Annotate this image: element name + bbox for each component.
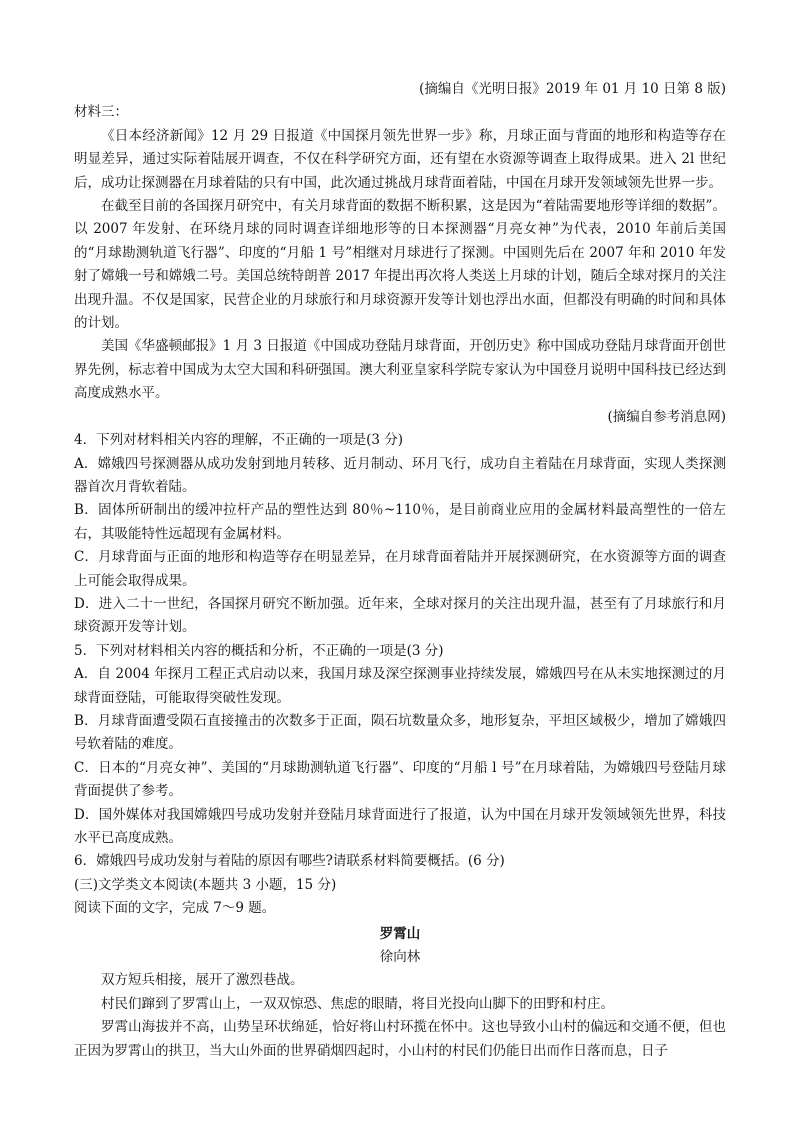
question-4-option-d: D．进入二十一世纪，各国探月研究不断加强。近年来，全球对探月的关注出现升温，甚至有了月球旅行和月球资源开发等计划。 [74,595,726,636]
section-3-instruction: 阅读下面的文字，完成 7～9 题。 [74,900,276,917]
question-5-option-b: B．月球背面遭受陨石直接撞击的次数多于正面，陨石坑数量众多，地形复杂，平坦区域极少，增加了嫦娥四号软着陆的难度。 [74,712,726,753]
section-3-heading: (三)文学类文本阅读(本题共 3 小题，15 分) [74,876,337,893]
material3-paragraph-1: 《日本经济新闻》12 月 29 日报道《中国探月领先世界一步》称，月球正面与背面的地形和构造等存在明显差异，通过实际着陆展开调查，不仅在科学研究方面，还有望在水资源等调查上取得成果。进入 2l 世纪后，成功让探测器在月球着陆的只有中国，此次通过挑战月球背面着陆，中国在月球开发领域领先世界一步。 [74,127,726,191]
material3-heading: 材料三： [74,104,128,121]
question-5-option-c: C．日本的“月亮女神”、美国的“月球勘测轨道飞行器”、印度的“月船 l 号”在月球着陆，为嫦娥四号登陆月球背面提供了参考。 [74,759,726,800]
question-5-option-d: D．国外媒体对我国嫦娥四号成功发射并登陆月球背面进行了报道，认为中国在月球开发领域领先世界，科技水平已高度成熟。 [74,806,726,846]
story-paragraph-2: 村民们蹿到了罗霄山上，一双双惊恐、焦虑的眼睛，将目光投向山脚下的田野和村庄。 [101,995,614,1012]
story-author: 徐向林 [379,949,421,966]
question-5-option-a: A．自 2004 年探月工程正式启动以来，我国月球及深空探测事业持续发展，嫦娥四号在从未实地探测过的月球背面登陆，可能取得突破性发现。 [74,666,726,706]
source-citation-guangming: (摘编自《光明日报》2019 年 01 月 10 日第 8 版) [419,81,726,97]
material3-paragraph-3: 美国《华盛顿邮报》1 月 3 日报道《中国成功登陆月球背面，开创历史》称中国成功登陆月球背面开创世界先例，标志着中国成为太空大国和科研强国。澳大利亚皇家科学院专家认为中国登月说明中国科技已经达到高度成熟水平。 [74,338,726,402]
question-5-stem: 5．下列对材料相关内容的概括和分析，不正确的一项是(3 分) [74,642,444,659]
question-4-option-b: B．固体所研制出的缓冲拉杆产品的塑性达到 80％~110％，是目前商业应用的金属材料最高塑性的一倍左右，其吸能特性远超现有金属材料。 [74,502,726,542]
question-4-stem: 4．下列对材料相关内容的理解，不正确的一项是(3 分) [74,432,404,449]
source-citation-cankao: (摘编自参考消息网) [607,408,726,425]
story-paragraph-3: 罗霄山海拔并不高，山势呈环状绵延，恰好将山村环揽在怀中。这也导致小山村的偏远和交通不便，但也正因为罗霄山的拱卫，当大山外面的世界硝烟四起时，小山村的村民们仍能日出而作日落而息，日子 [74,1019,726,1059]
question-4-option-c: C．月球背面与正面的地形和构造等存在明显差异，在月球背面着陆并开展探测研究，在水资源等方面的调查上可能会取得成果。 [74,549,726,589]
question-6: 6．嫦娥四号成功发射与着陆的原因有哪些?请联系材料简要概括。(6 分) [74,853,505,870]
story-title: 罗霄山 [379,925,421,942]
question-4-option-a: A．嫦娥四号探测器从成功发射到地月转移、近月制动、环月飞行，成功自主着陆在月球背面，实现人类探测器首次月背软着陆。 [74,455,726,495]
story-paragraph-1: 双方短兵相接，展开了激烈巷战。 [101,972,304,989]
document-page [74,78,726,1063]
material3-paragraph-2: 在截至目前的各国探月研究中，有关月球背面的数据不断积累，这是因为“着陆需要地形等详细的数据”。以 2007 年发射、在环绕月球的同时调查详细地形等的日本探测器“月亮女神”为代表，2010 年前后美国的“月球勘测轨道飞行器”、印度的“月船 1 号”相继对月球进行了探测。中国则先后在 2007 年和 2010 年发射了嫦娥一号和嫦娥二号。美国总统特朗普 2017 年提出再次将人类送上月球的计划，随后全球对探月的关注出现升温。不仅是国家，民营企业的月球旅行和月球资源开发等计划也浮出水面，但都没有明确的时间和具体的计划。 [74,198,726,332]
